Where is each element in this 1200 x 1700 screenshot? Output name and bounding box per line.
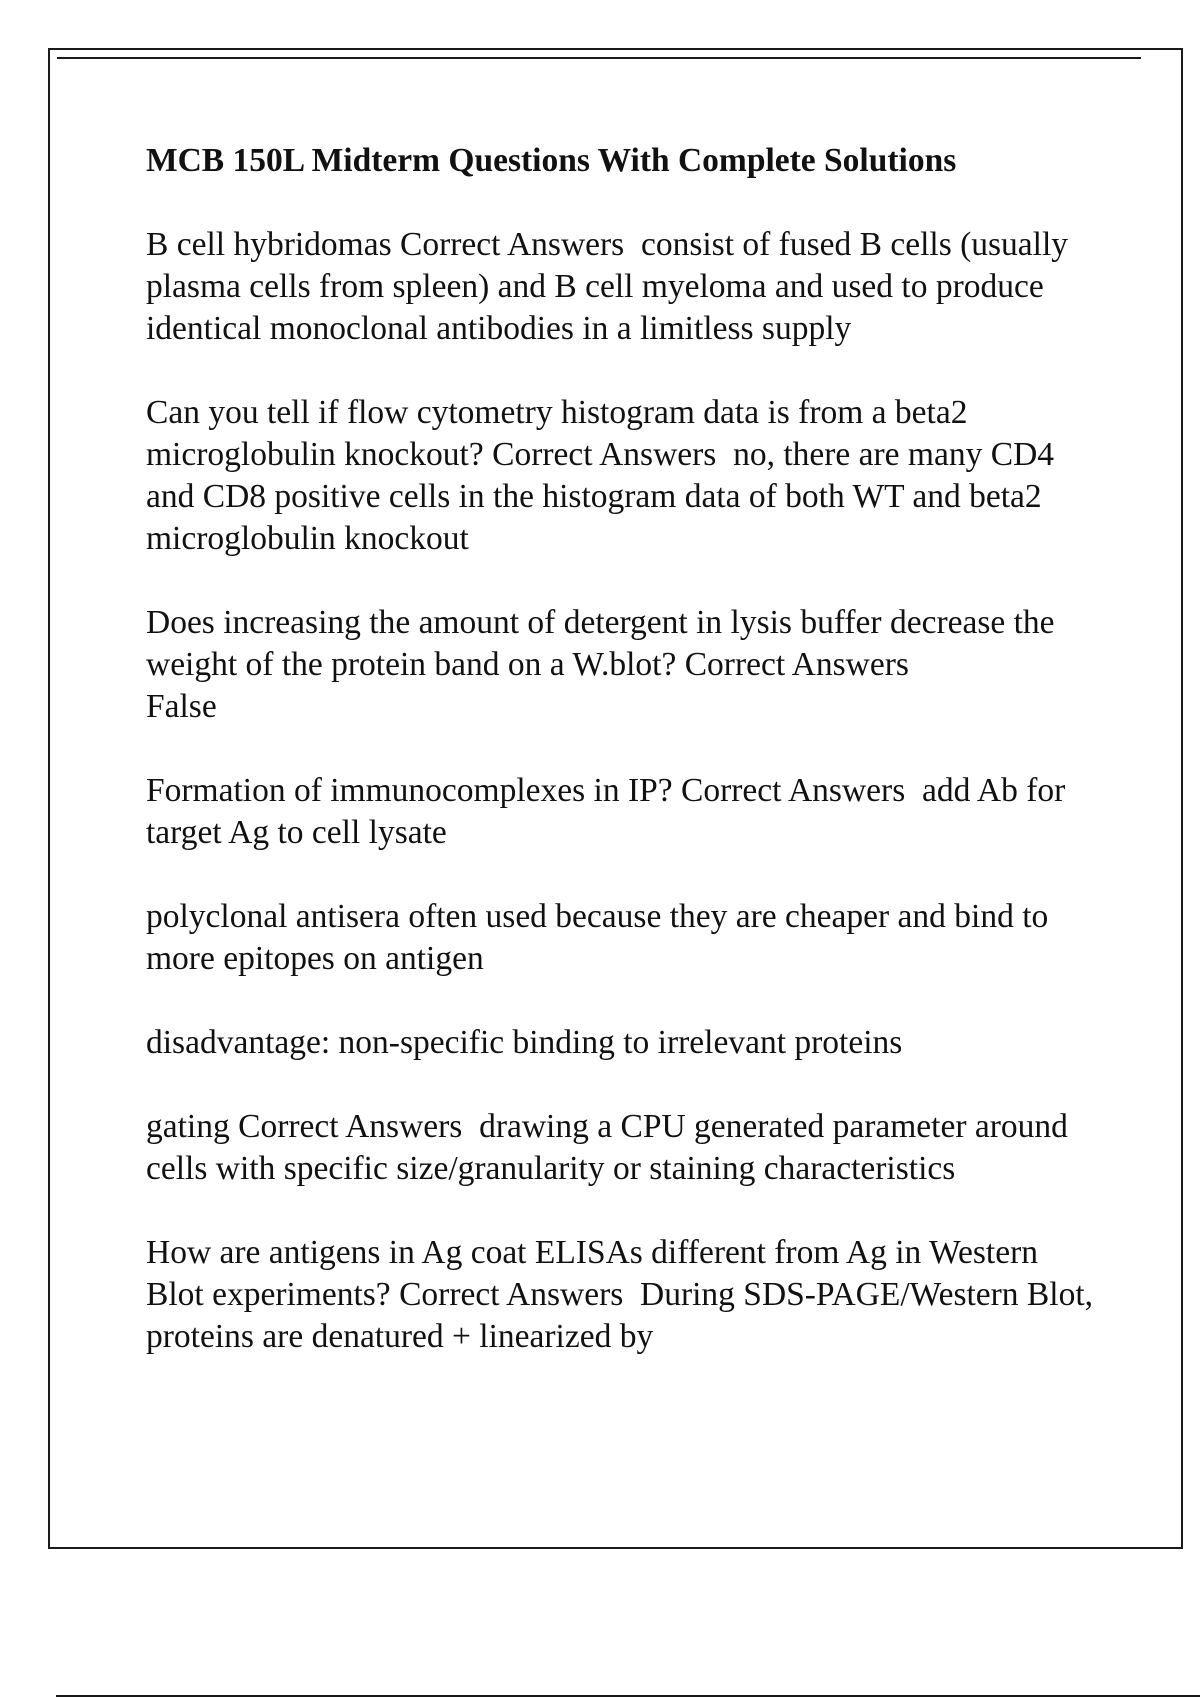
qa-entry	[146, 224, 1096, 350]
question-text: B cell hybridomas	[146, 226, 392, 263]
answer-text: consist of fused B cells (usually plasma cells from spleen) and B cell myeloma and used to produce identical monoclonal antibodies in a limitless supply	[146, 226, 1069, 347]
qa-entry	[146, 392, 1096, 560]
question-text: Does increasing the amount of detergent in lysis buffer decrease the weight of the protein band on a W.blot?	[146, 604, 1055, 683]
bottom-rule	[56, 1695, 1200, 1697]
question-text: gating	[146, 1108, 230, 1145]
qa-entry	[146, 770, 1096, 854]
document-body	[146, 140, 1096, 1400]
top-rule	[57, 57, 1141, 59]
question-text: How are antigens in Ag coat ELISAs different from Ag in Western Blot experiments?	[146, 1234, 1038, 1313]
answer-label: Correct Answers	[681, 772, 906, 809]
answer-label: Correct Answers	[399, 1276, 624, 1313]
question-text: Formation of immunocomplexes in IP?	[146, 772, 673, 809]
qa-entry	[146, 602, 1096, 728]
note-paragraph: polyclonal antisera often used because they are cheaper and bind to more epitopes on antigen	[146, 898, 1049, 977]
question-text: Can you tell if flow cytometry histogram data is from a beta2 microglobulin knockout?	[146, 394, 968, 473]
answer-text: no, there are many CD4 and CD8 positive cells in the histogram data of both WT and beta2 microglobulin knockout	[146, 436, 1055, 557]
answer-text: drawing a CPU generated parameter around cells with specific size/granularity or staining characteristics	[146, 1108, 1068, 1187]
qa-entry	[146, 1106, 1096, 1190]
answer-label: Correct Answers	[684, 646, 909, 683]
answer-label: Correct Answers	[400, 226, 625, 263]
answer-label: Correct Answers	[238, 1108, 463, 1145]
answer-label: Correct Answers	[492, 436, 717, 473]
answer-text: add Ab for target Ag to cell lysate	[146, 772, 1066, 851]
answer-text: False	[146, 688, 217, 725]
note-paragraph: disadvantage: non-specific binding to irrelevant proteins	[146, 1024, 903, 1061]
answer-text: During SDS-PAGE/Western Blot, proteins are denatured + linearized by	[146, 1276, 1094, 1355]
document-title: MCB 150L Midterm Questions With Complete Solutions	[146, 142, 957, 179]
qa-entry	[146, 1232, 1096, 1358]
